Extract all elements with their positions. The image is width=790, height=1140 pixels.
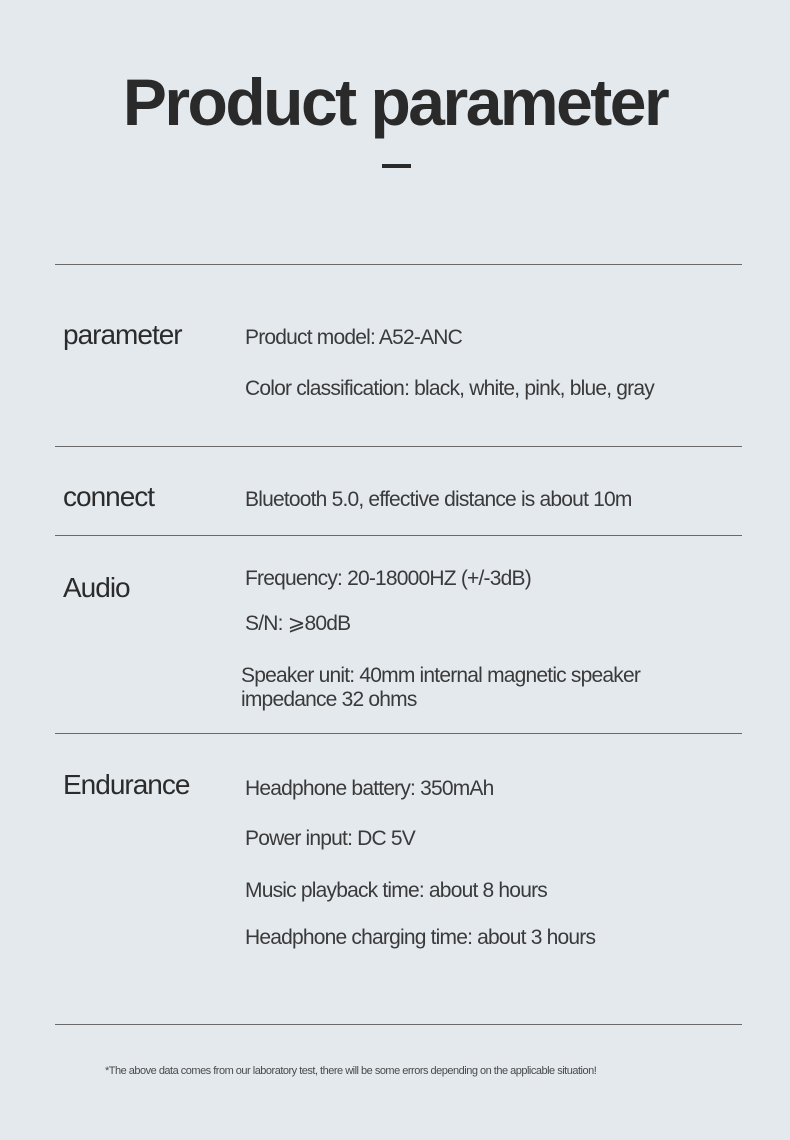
section-label-parameter: parameter bbox=[63, 319, 182, 350]
spec-speaker-unit: Speaker unit: 40mm internal magnetic speaker impedance 32 ohms bbox=[241, 664, 641, 711]
divider bbox=[55, 264, 742, 265]
divider bbox=[55, 446, 742, 447]
section-label-endurance: Endurance bbox=[63, 769, 190, 800]
section-label-audio: Audio bbox=[63, 572, 130, 603]
title-underline-dash bbox=[382, 164, 411, 168]
spec-power-input: Power input: DC 5V bbox=[245, 827, 416, 850]
spec-headphone-battery: Headphone battery: 350mAh bbox=[245, 777, 494, 800]
section-label-connect: connect bbox=[63, 481, 155, 512]
spec-music-playback: Music playback time: about 8 hours bbox=[245, 879, 547, 902]
page-title: Product parameter bbox=[122, 65, 668, 139]
divider bbox=[55, 535, 742, 536]
spec-color-classification: Color classification: black, white, pink, blue, gray bbox=[245, 377, 654, 400]
spec-frequency: Frequency: 20-18000HZ (+/-3dB) bbox=[245, 567, 531, 590]
footnote: *The above data comes from our laboratory test, there will be some errors depending on the applicable situation! bbox=[105, 1065, 597, 1077]
divider bbox=[55, 1024, 742, 1025]
spec-product-model: Product model: A52-ANC bbox=[245, 326, 463, 349]
spec-charging-time: Headphone charging time: about 3 hours bbox=[245, 926, 596, 949]
spec-signal-noise: S/N: ⩾80dB bbox=[245, 612, 351, 635]
spec-bluetooth: Bluetooth 5.0, effective distance is about 10m bbox=[245, 488, 632, 511]
divider bbox=[55, 733, 742, 734]
